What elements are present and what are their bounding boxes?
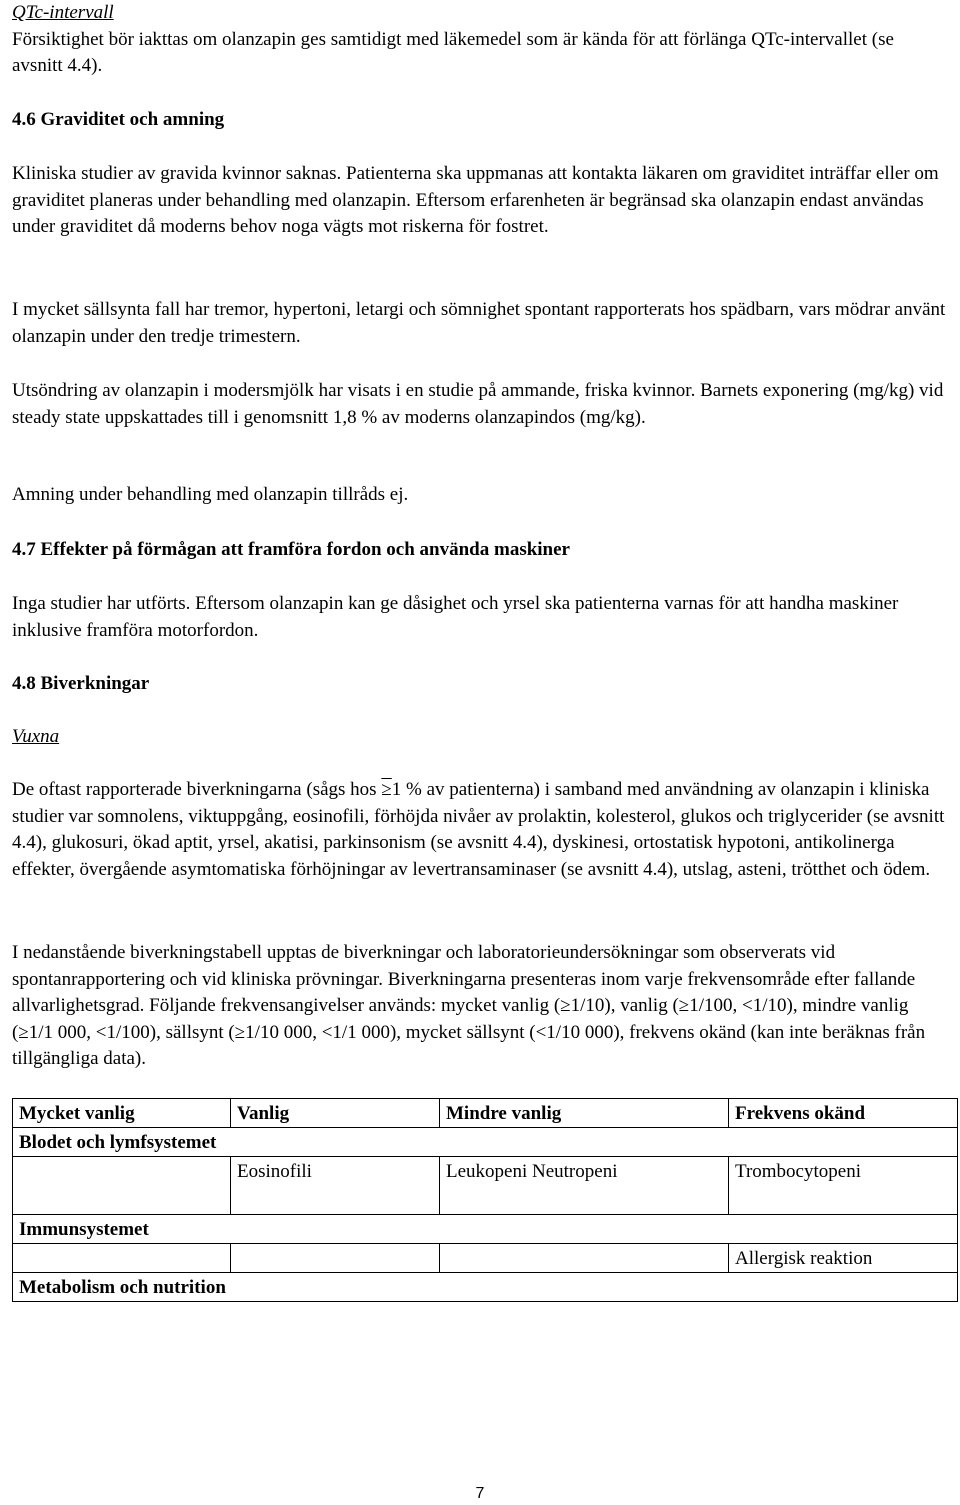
table-cell	[13, 1157, 231, 1215]
pregnancy-paragraph-4: Amning under behandling med olanzapin tillråds ej.	[12, 484, 409, 505]
table-cell	[13, 1244, 231, 1273]
pregnancy-paragraph-1: Kliniska studier av gravida kvinnor saknas. Patienterna ska uppmanas att kontakta läkaren om graviditet inträffar eller om graviditet planeras under behandling med olanzapin. Eftersom erfarenheten är begränsad ska olanzapin endast användas under graviditet då moderns behov noga vägts mot riskerna för fostret.	[12, 163, 939, 237]
header-very-common: Mycket vanlig	[13, 1099, 231, 1128]
side-effects-paragraph-1	[12, 777, 948, 883]
section-4-7-heading: 4.7 Effekter på förmågan att framföra fordon och använda maskiner	[12, 539, 570, 560]
pregnancy-paragraph-2: I mycket sällsynta fall har tremor, hypertoni, letargi och sömnighet spontant rapporterats hos spädbarn, vars mödrar använt olanzapin under den tredje trimestern.	[12, 299, 946, 347]
side-effects-paragraph-1-start: De oftast rapporterade biverkningarna (sågs hos	[12, 779, 382, 800]
driving-paragraph: Inga studier har utförts. Eftersom olanzapin kan ge dåsighet och yrsel ska patienterna varnas för att handha maskiner inklusive framföra motorfordon.	[12, 593, 899, 641]
side-effects-paragraph-1-rest: 1 % av patienterna) i samband med användning av olanzapin i kliniska studier var somnolens, viktuppgång, eosinofili, förhöjda nivåer av prolaktin, kolesterol, glukos och triglycerider (se avsnitt 4.4), glukosuri, ökad aptit, yrsel, akatisi, parkinsonism (se avsnitt 4.4), dyskinesi, ortostatisk hypotoni, antikolinerga effekter, övergående asymtomatiska förhöjningar av levertransaminaser (se avsnitt 4.4), utslag, asteni, trötthet och ödem.	[12, 779, 945, 880]
section-4-6-heading: 4.6 Graviditet och amning	[12, 109, 225, 130]
header-uncommon: Mindre vanlig	[440, 1099, 729, 1128]
section-metabolism-nutrition: Metabolism och nutrition	[13, 1273, 958, 1302]
table-row	[13, 1128, 958, 1157]
table-row	[13, 1157, 958, 1215]
table-row	[13, 1273, 958, 1302]
geq-symbol: ≥	[381, 779, 392, 800]
side-effects-paragraph-2: I nedanstående biverkningstabell upptas de biverkningar och laboratorieundersökningar som observerats vid spontanrapportering och vid kliniska prövningar. Biverkningarna presenteras inom varje frekvensområde efter fallande allvarlighetsgrad. Följande frekvensangivelser används: mycket vanlig (≥1/10), vanlig (≥1/100, <1/10), mindre vanlig (≥1/1 000, <1/100), sällsynt (≥1/10 000, <1/1 000), mycket sällsynt (<1/10 000), frekvens okänd (kan inte beräknas från tillgängliga data).	[12, 942, 926, 1069]
section-4-8-heading: 4.8 Biverkningar	[12, 673, 150, 694]
pregnancy-paragraph-3: Utsöndring av olanzapin i modersmjölk har visats i en studie på ammande, friska kvinnor. Barnets exponering (mg/kg) vid steady state uppskattades till i genomsnitt 1,8 % av moderns olanzapindos (mg/kg).	[12, 380, 944, 428]
table-row	[13, 1215, 958, 1244]
qtc-text: Försiktighet bör iakttas om olanzapin ges samtidigt med läkemedel som är kända för att förlänga QTc-intervallet (se avsnitt 4.4).	[12, 28, 894, 76]
table-cell: Allergisk reaktion	[729, 1244, 958, 1273]
page-number: 7	[475, 1485, 485, 1502]
header-common: Vanlig	[231, 1099, 440, 1128]
table-cell: Eosinofili	[231, 1157, 440, 1215]
table-cell: Trombocytopeni	[729, 1157, 958, 1215]
table-cell	[231, 1244, 440, 1273]
table-cell: Leukopeni Neutropeni	[440, 1157, 729, 1215]
section-immune-system: Immunsystemet	[13, 1215, 958, 1244]
adults-subheading: Vuxna	[12, 726, 60, 747]
qtc-section	[12, 0, 948, 80]
section-blood-lymph: Blodet och lymfsystemet	[13, 1128, 958, 1157]
adverse-reactions-table	[12, 1098, 958, 1302]
header-frequency-unknown: Frekvens okänd	[729, 1099, 958, 1128]
table-cell	[440, 1244, 729, 1273]
table-header-row	[13, 1099, 958, 1128]
qtc-heading: QTc-intervall	[12, 2, 114, 23]
table-row	[13, 1244, 958, 1273]
